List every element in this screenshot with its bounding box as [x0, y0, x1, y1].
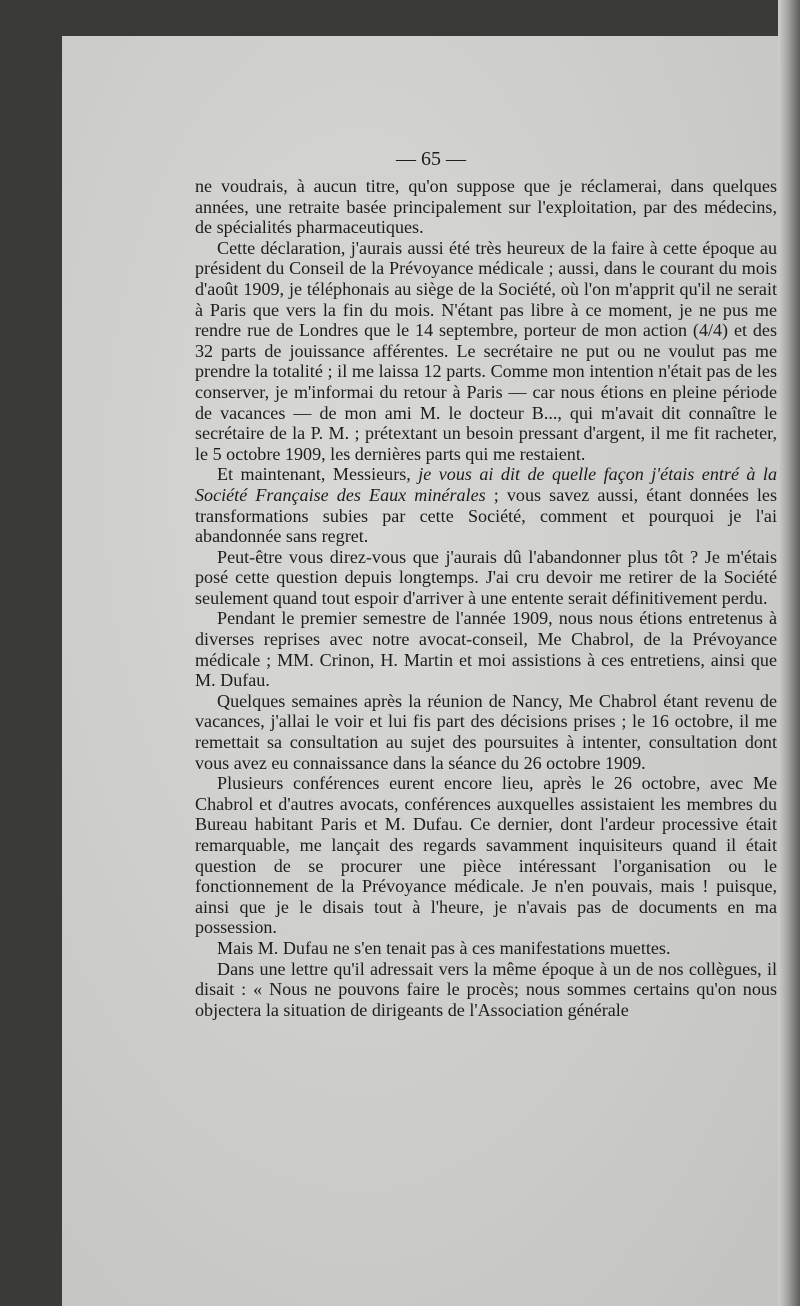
- paragraph-1: ne voudrais, à aucun titre, qu'on suppose que je réclamerai, dans quelques années, une retraite basée principalement sur l'exploitation, par des médecins, de spécialités pharmaceutiques.: [195, 176, 777, 238]
- page-number: — 65 —: [396, 148, 466, 170]
- paragraph-6: Quelques semaines après la réunion de Nancy, Me Chabrol étant revenu de vacances, j'allai le voir et lui fis part des décisions prises ; le 16 octobre, il me remettait sa consultation au sujet des poursuites à intenter, consultation dont vous avez eu connaissance dans la séance du 26 octobre 1909.: [195, 690, 777, 773]
- paragraph-3-end: ; vous savez aussi, étant données les transformations subies par cette Société, comment et pourquoi je l'ai abandonnée sans regret.: [195, 484, 777, 547]
- paragraph-4: Peut-être vous direz-vous que j'aurais dû l'abandonner plus tôt ? Je m'étais posé cette question depuis longtemps. J'ai cru devoir me retirer de la Société seulement quand tout espoir d'arriver à une entente serait définitivement perdu.: [195, 546, 777, 608]
- document-page: [62, 36, 800, 1306]
- paragraph-3-italic: je vous ai dit de quelle façon j'étais entré à la Société Française des Eaux minérales: [195, 464, 777, 505]
- paragraph-5: Pendant le premier semestre de l'année 1909, nous nous étions entretenus à diverses reprises avec notre avocat-conseil, Me Chabrol, de la Prévoyance médicale ; MM. Crinon, H. Martin et moi assistions à ces entretiens, ainsi que M. Dufau.: [195, 608, 777, 691]
- paragraph-2: Cette déclaration, j'aurais aussi été très heureux de la faire à cette époque au président du Conseil de la Prévoyance médicale ; aussi, dans le courant du mois d'août 1909, je téléphonais au siège de la Société, où l'on m'apprit qu'il ne serait à Paris que vers la fin du mois. N'étant pas libre à ce moment, je ne pus me rendre rue de Londres que le 14 septembre, porteur de mon action (4/4) et des 32 parts de jouissance afférentes. Le secrétaire ne put ou ne voulut pas me prendre la totalité ; il me laissa 12 parts. Comme mon intention n'était pas de les conserver, je m'informai du retour à Paris — car nous étions en pleine période de vacances — de mon ami M. le docteur B..., qui m'avait dit connaître le secrétaire de la P. M. ; prétextant un besoin pressant d'argent, il me fit racheter, le 5 octobre 1909, les dernières parts qui me restaient.: [195, 237, 777, 464]
- paragraph-3-start: Et maintenant, Messieurs,: [217, 464, 419, 485]
- paragraph-7: Plusieurs conférences eurent encore lieu, après le 26 octobre, avec Me Chabrol et d'autres avocats, conférences auxquelles assistaient les membres du Bureau habitant Paris et M. Dufau. Ce dernier, dont l'ardeur processive était remarquable, me lançait des regards savamment inquisiteurs quand il était question de se procurer une pièce intéressant l'organisation ou le fonctionnement de la Prévoyance médicale. Je n'en pouvais, mais ! puisque, ainsi que je le disais tout à l'heure, je n'avais pas de documents en ma possession.: [195, 773, 777, 938]
- paragraph-9: Dans une lettre qu'il adressait vers la même époque à un de nos collègues, il disait : « Nous ne pouvons faire le procès; nous sommes certains qu'on nous objectera la situation de dirigeants de l'Association générale: [195, 958, 777, 1020]
- paragraph-3: [195, 464, 777, 546]
- paragraph-8: Mais M. Dufau ne s'en tenait pas à ces manifestations muettes.: [217, 937, 671, 958]
- body-text: [195, 176, 777, 1020]
- book-binding-edge: [778, 0, 800, 1306]
